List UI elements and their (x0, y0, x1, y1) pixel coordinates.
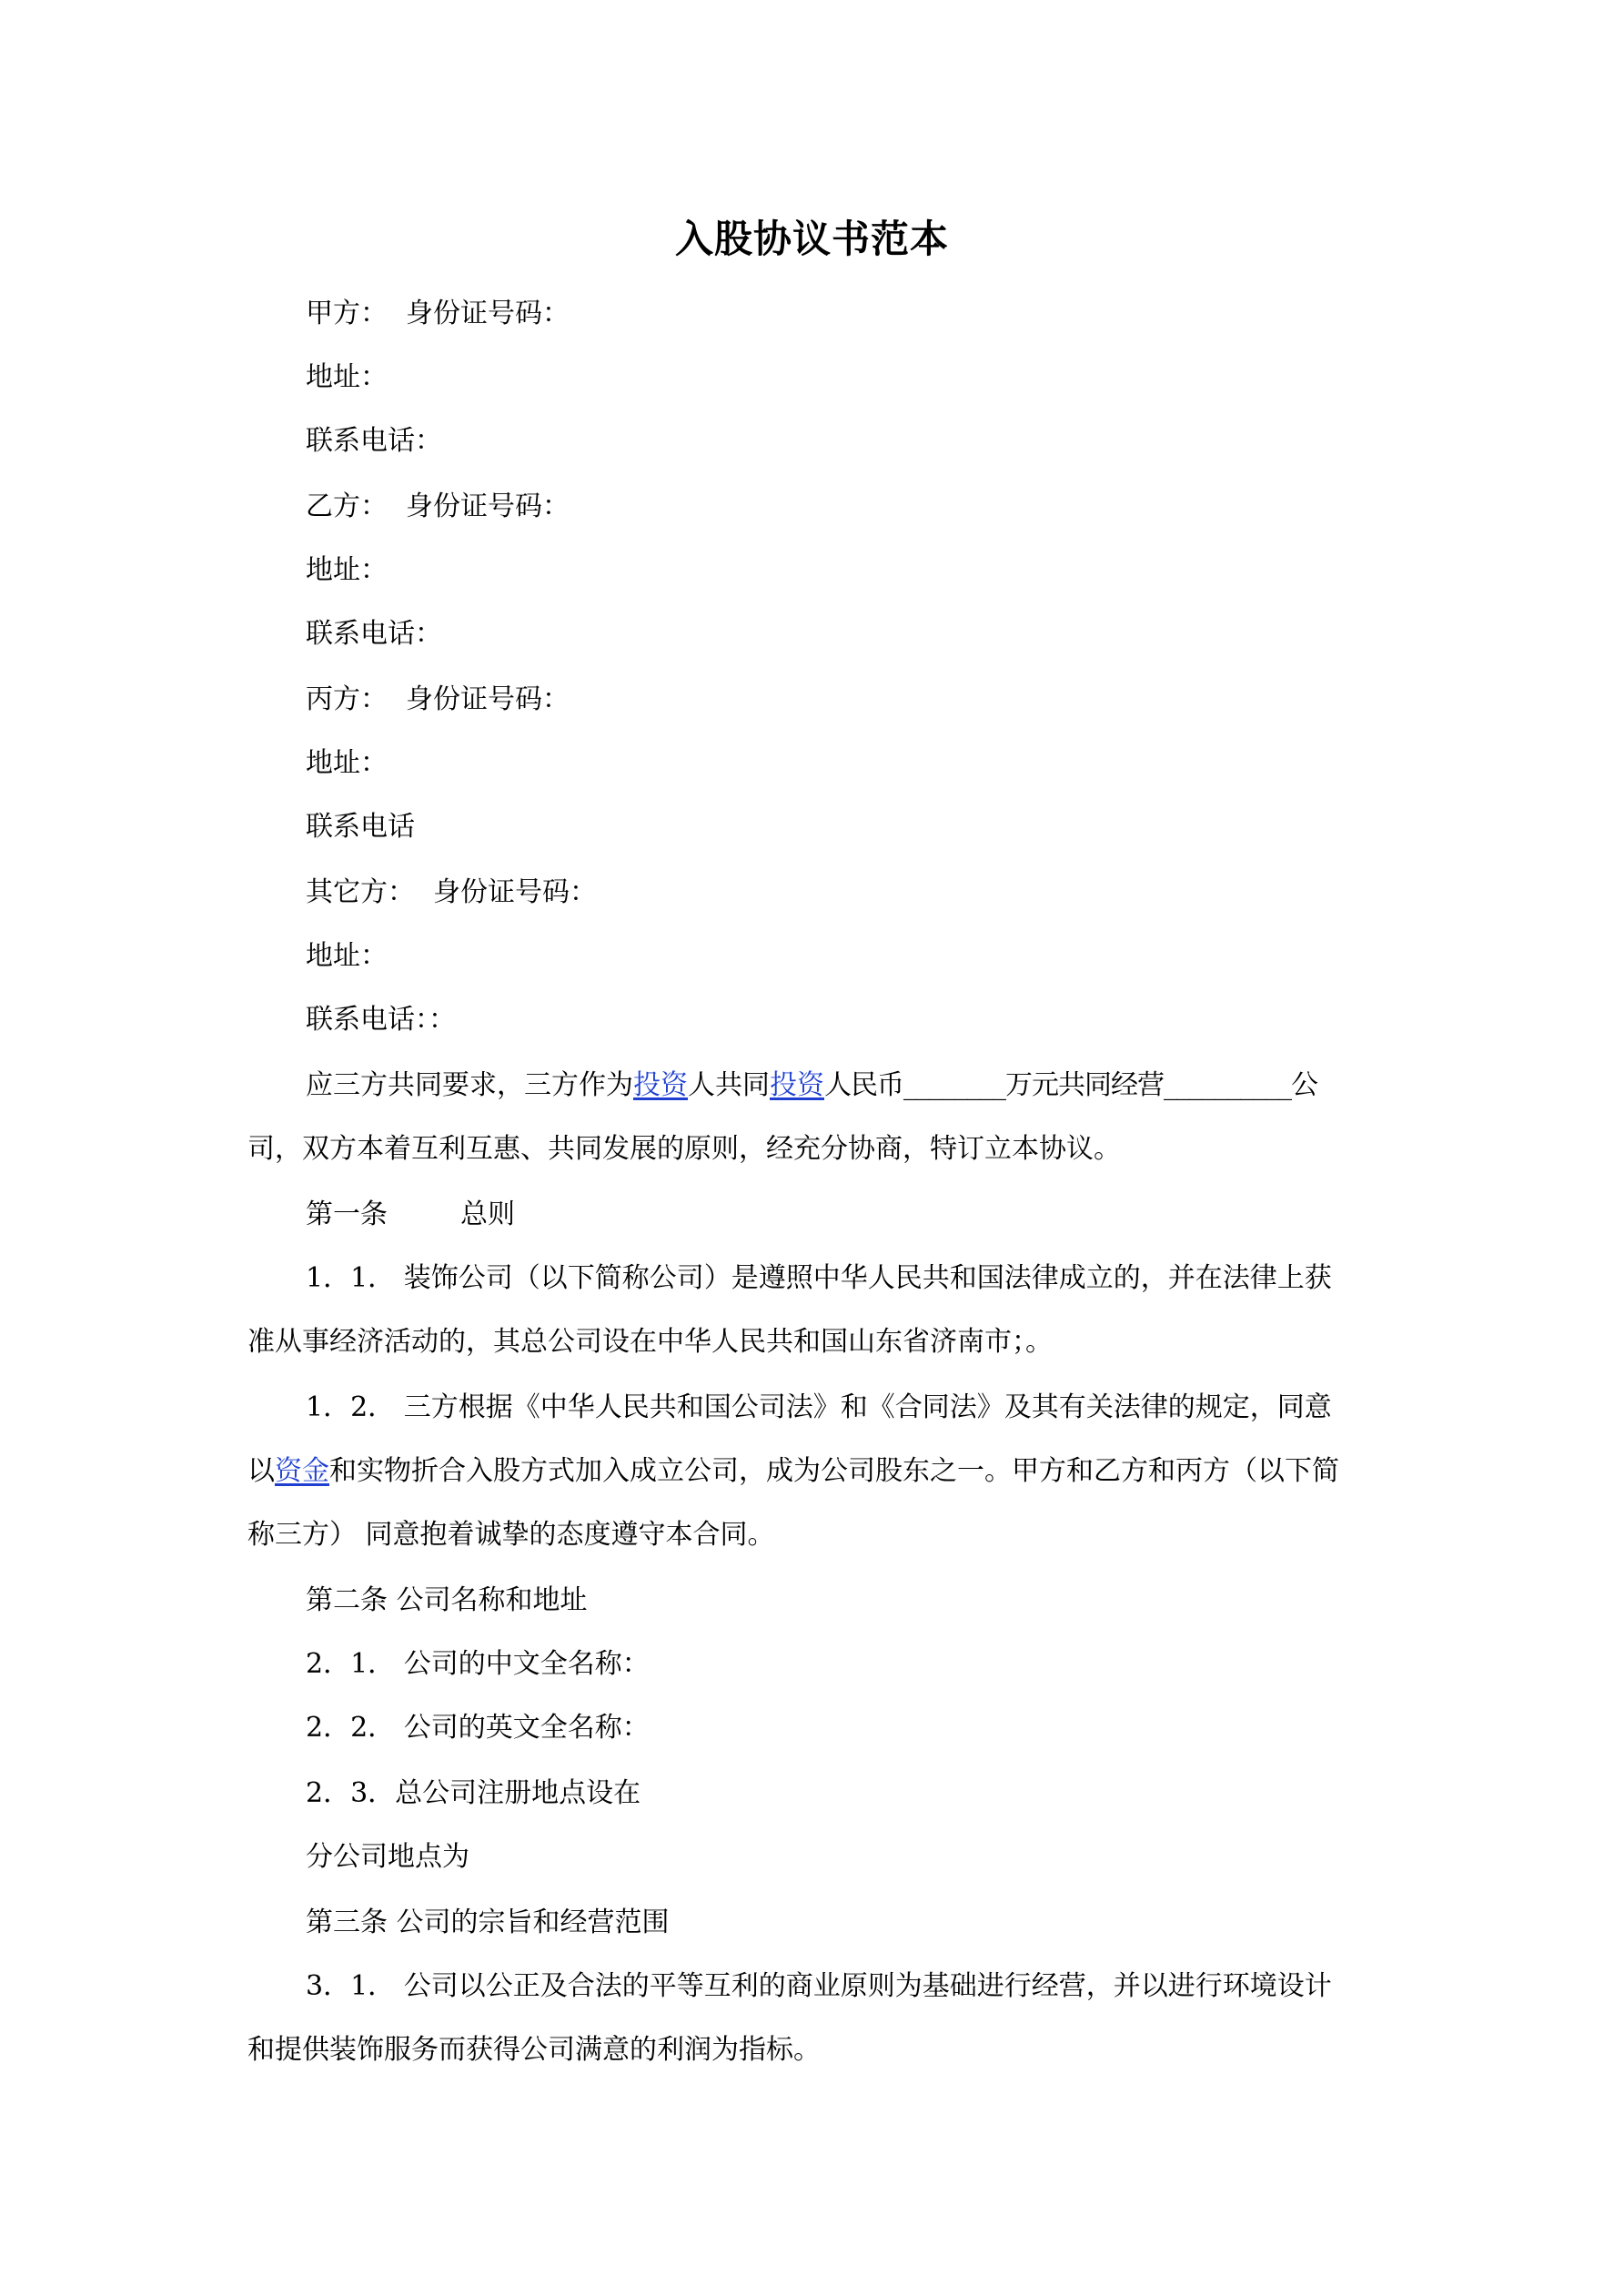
party-a-line (306, 296, 570, 332)
party-other-address: 地址： (306, 940, 388, 972)
clause-2-1: 2．1． 公司的中文全名称： (306, 1648, 650, 1680)
article-2-heading: 第二条 公司名称和地址 (306, 1584, 588, 1616)
party-b-address: 地址： (306, 554, 388, 586)
party-b-label: 乙方： (306, 491, 388, 522)
article-1-title: 总则 (460, 1199, 515, 1230)
clause-1-2-text-pre: 以 (247, 1455, 275, 1487)
party-other-id-label: 身份证号码： (433, 876, 597, 908)
branch-location: 分公司地点为 (306, 1841, 469, 1873)
capital-link[interactable]: 资金 (275, 1455, 329, 1487)
clause-1-2-line-3: 称三方） 同意抱着诚挚的态度遵守本合同。 (247, 1519, 775, 1551)
party-c-address: 地址： (306, 747, 388, 779)
intro-line-2: 司，双方本着互利互惠、共同发展的原则，经充分协商，特订立本协议。 (247, 1133, 1121, 1165)
intro-line-1 (306, 1067, 1317, 1104)
party-a-id-label: 身份证号码： (406, 298, 570, 329)
clause-1-2-text-post: 和实物折合入股方式加入成立公司，成为公司股东之一。甲方和乙方和丙方（以下简 (329, 1455, 1339, 1487)
party-c-label: 丙方： (306, 683, 388, 715)
party-other-phone: 联系电话：： (306, 1004, 456, 1036)
investment-link-1[interactable]: 投资 (633, 1069, 688, 1101)
party-b-id-label: 身份证号码： (406, 491, 570, 522)
party-a-phone: 联系电话： (306, 425, 442, 457)
clause-1-1-line-2: 准从事经济活动的，其总公司设在中华人民共和国山东省济南市；。 (247, 1326, 1053, 1358)
intro-text-3: 人民币________万元共同经营__________公 (824, 1069, 1317, 1101)
investment-link-2[interactable]: 投资 (770, 1069, 824, 1101)
article-1-number: 第一条 (306, 1199, 388, 1230)
clause-2-2: 2．2． 公司的英文全名称： (306, 1712, 650, 1744)
party-c-phone: 联系电话 (306, 811, 415, 843)
party-other-line (306, 875, 597, 911)
party-b-line (306, 489, 570, 525)
clause-1-2-line-2 (247, 1453, 1339, 1490)
party-a-address: 地址： (306, 361, 388, 393)
party-other-label: 其它方： (306, 876, 415, 908)
article-1-heading (306, 1197, 515, 1233)
clause-2-3: 2．3．总公司注册地点设在 (306, 1777, 641, 1809)
party-a-label: 甲方： (306, 298, 388, 329)
party-c-id-label: 身份证号码： (406, 683, 570, 715)
article-3-heading: 第三条 公司的宗旨和经营范围 (306, 1907, 670, 1938)
party-b-phone: 联系电话： (306, 618, 442, 650)
clause-1-2-line-1: 1．2． 三方根据《中华人民共和国公司法》和《合同法》及其有关法律的规定，同意 (306, 1391, 1332, 1423)
clause-1-1-line-1: 1．1． 装饰公司（以下简称公司）是遵照中华人民共和国法律成立的，并在法律上获 (306, 1262, 1332, 1294)
intro-text-1: 应三方共同要求，三方作为 (306, 1069, 633, 1101)
clause-3-1-line-2: 和提供装饰服务而获得公司满意的利润为指标。 (247, 2034, 821, 2066)
document-title: 入股协议书范本 (674, 217, 949, 261)
party-c-line (306, 682, 570, 718)
clause-3-1-line-1: 3．1． 公司以公正及合法的平等互利的商业原则为基础进行经营，并以进行环境设计 (306, 1970, 1332, 2002)
intro-text-2: 人共同 (688, 1069, 770, 1101)
